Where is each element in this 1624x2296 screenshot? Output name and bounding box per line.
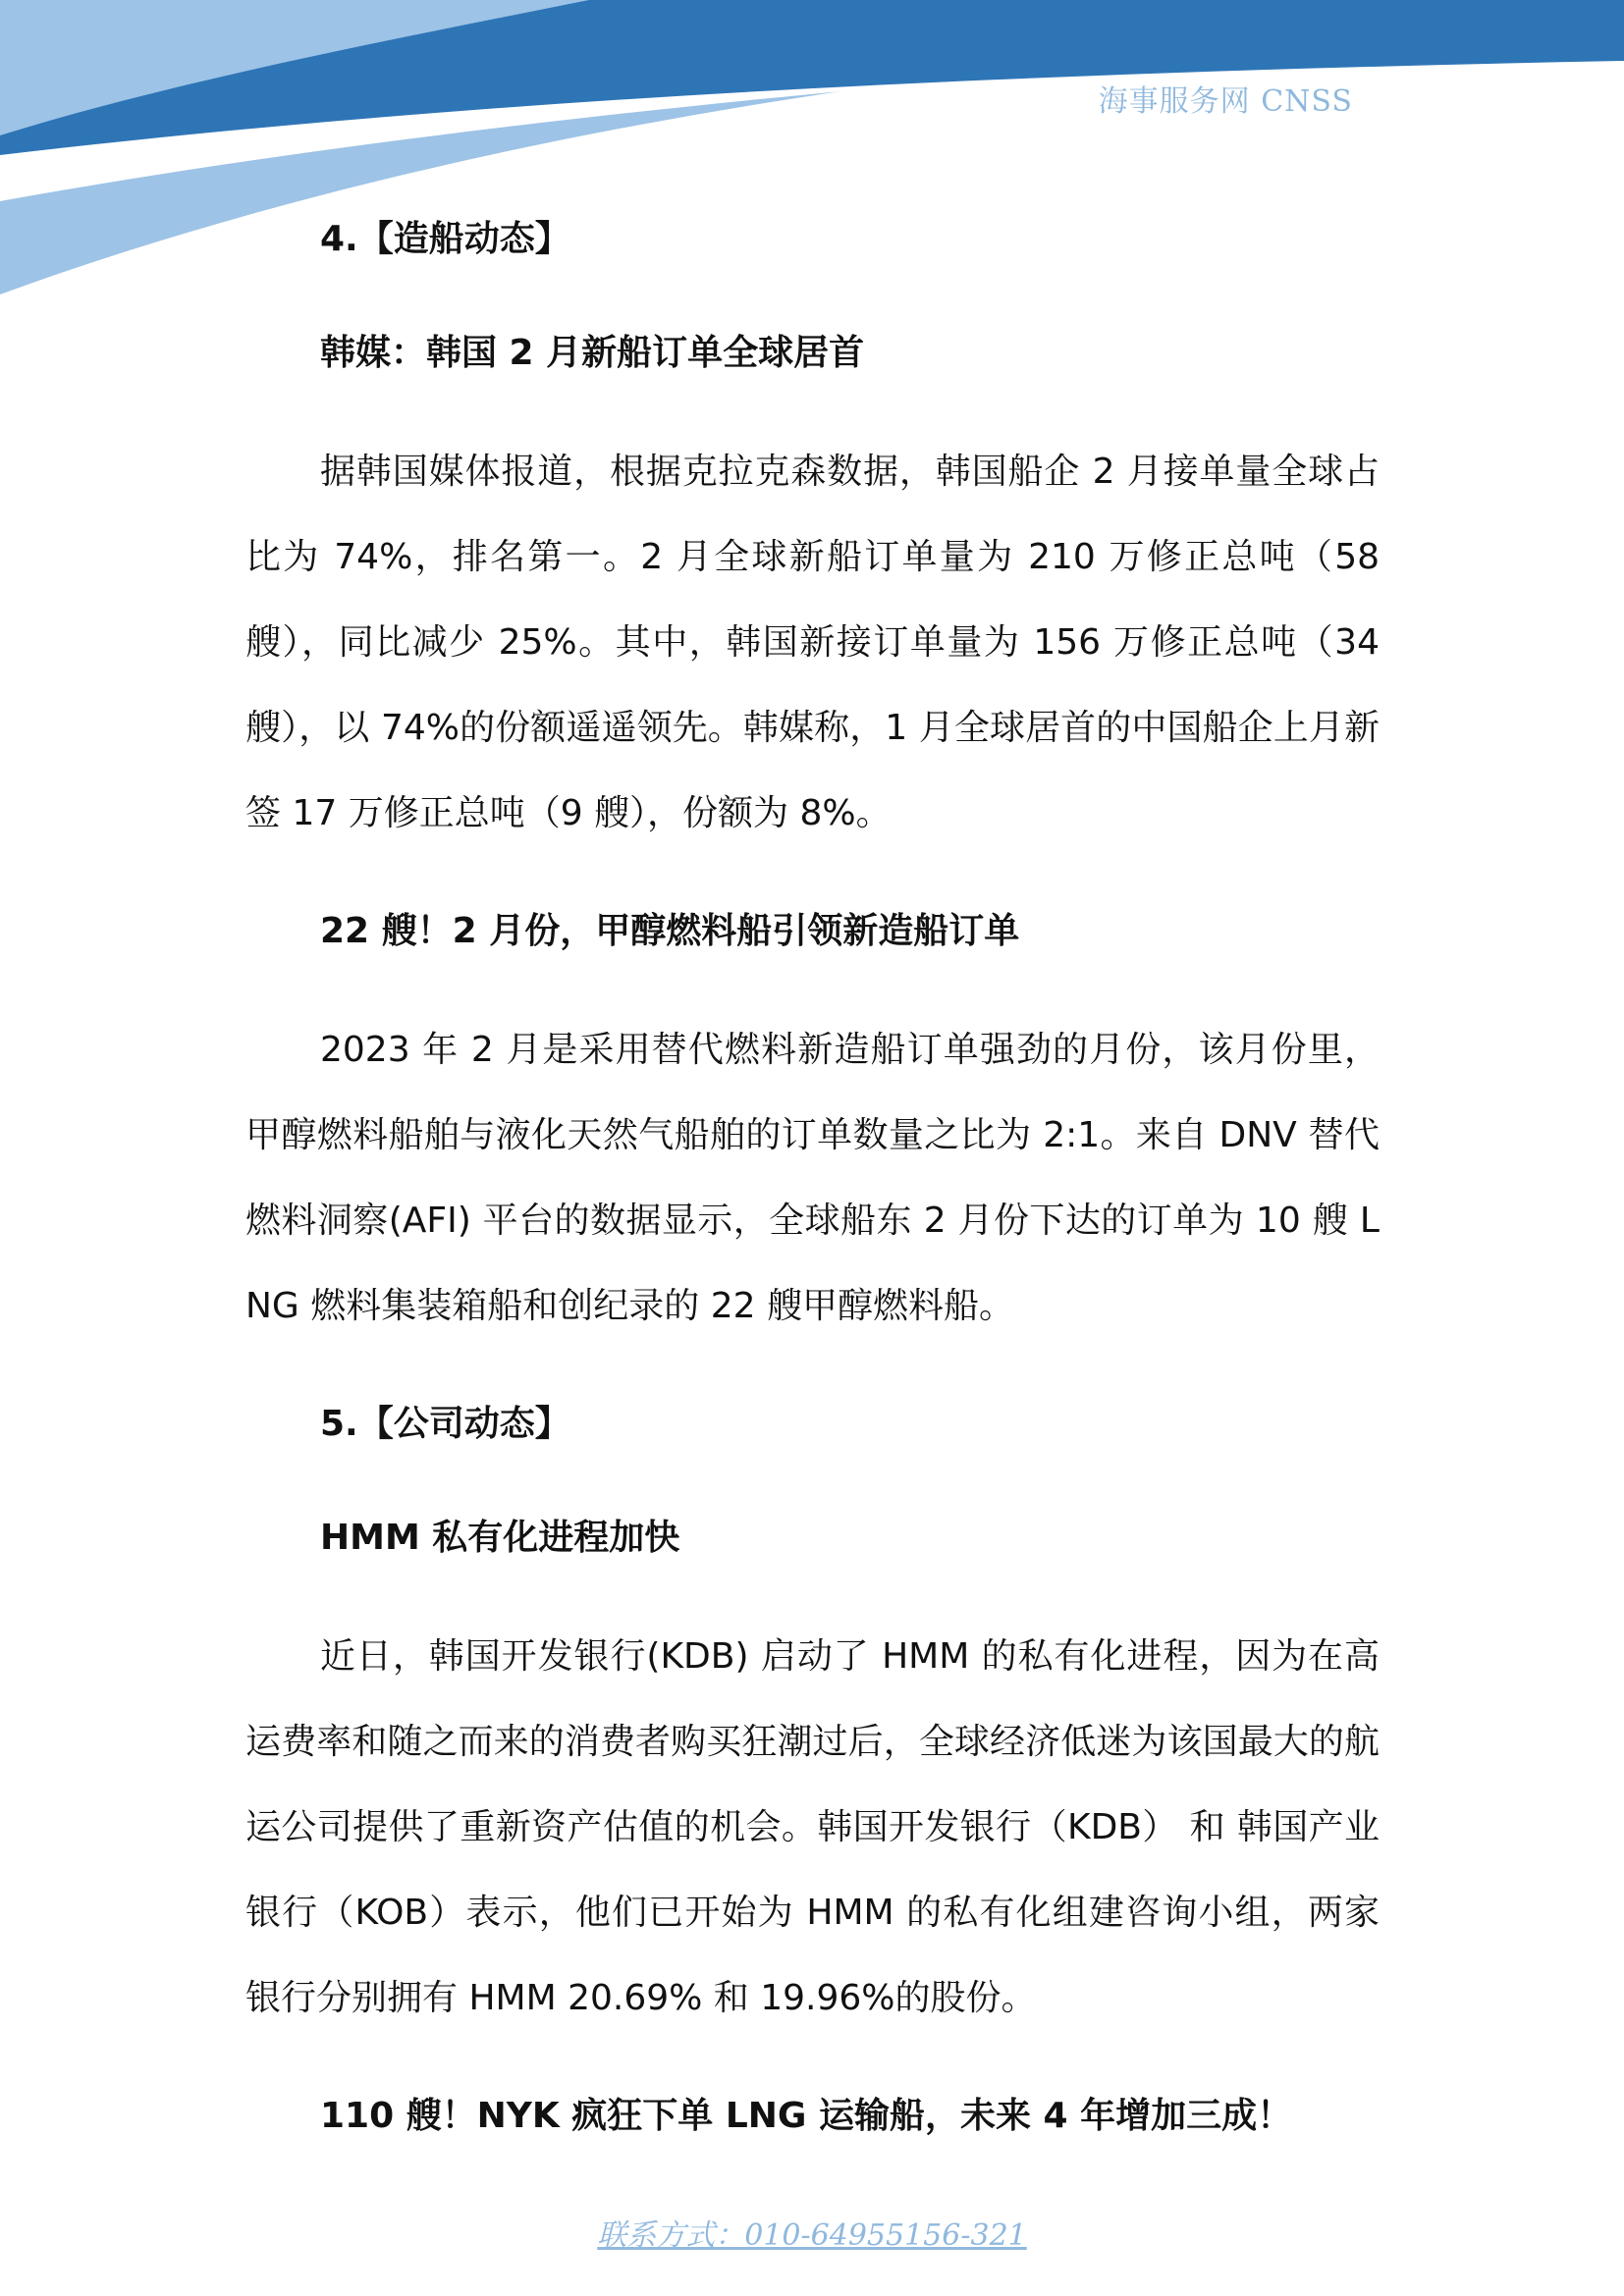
section-heading-shipbuilding: 4.【造船动态】 — [320, 219, 570, 259]
article-body-hmm-privatization: 近日，韩国开发银行(KDB) 启动了 HMM 的私有化进程，因为在高运费率和随之而来的消费者购买狂潮过后，全球经济低迷为该国最大的航运公司提供了重新资产估值的机会。韩国开发银行（KDB） 和 韩国产业银行（KOB）表示，他们已开始为 HMM 的私有化组建咨询小组，两家银行分别拥有 HMM 20.69% 和 19.96%的股份。 — [245, 1636, 1380, 2018]
footer-contact-link[interactable]: 联系方式：010-64955156-321 — [597, 2218, 1027, 2253]
document-body — [245, 201, 1380, 2192]
article-title-methanol-ships: 22 艘！2 月份，甲醇燃料船引领新造船订单 — [320, 911, 1020, 951]
article-title-nyk-lng: 110 艘！NYK 疯狂下单 LNG 运输船，未来 4 年增加三成！ — [320, 2096, 1293, 2136]
section-heading-company: 5.【公司动态】 — [320, 1404, 570, 1444]
article-body-korea-orders: 据韩国媒体报道，根据克拉克森数据，韩国船企 2 月接单量全球占比为 74%，排名第一。2 月全球新船订单量为 210 万修正总吨（58 艘），同比减少 25%。其中，韩国新接订单量为 156 万修正总吨（34 艘），以 74%的份额遥遥领先。韩媒称，1 月全球居首的中国船企上月新签 17 万修正总吨（9 艘），份额为 8%。 — [245, 452, 1380, 833]
article-body-methanol-ships: 2023 年 2 月是采用替代燃料新造船订单强劲的月份，该月份里，甲醇燃料船舶与液化天然气船舶的订单数量之比为 2:1。来自 DNV 替代燃料洞察(AFI) 平台的数据显示，全球船东 2 月份下达的订单为 10 艘 LNG 燃料集装箱船和创纪录的 22 艘甲醇燃料船。 — [245, 1030, 1380, 1326]
header-site-name: 海事服务网 CNSS — [1098, 84, 1353, 119]
article-title-korea-orders: 韩媒：韩国 2 月新船订单全球居首 — [320, 333, 865, 373]
article-title-hmm-privatization: HMM 私有化进程加快 — [320, 1518, 680, 1558]
